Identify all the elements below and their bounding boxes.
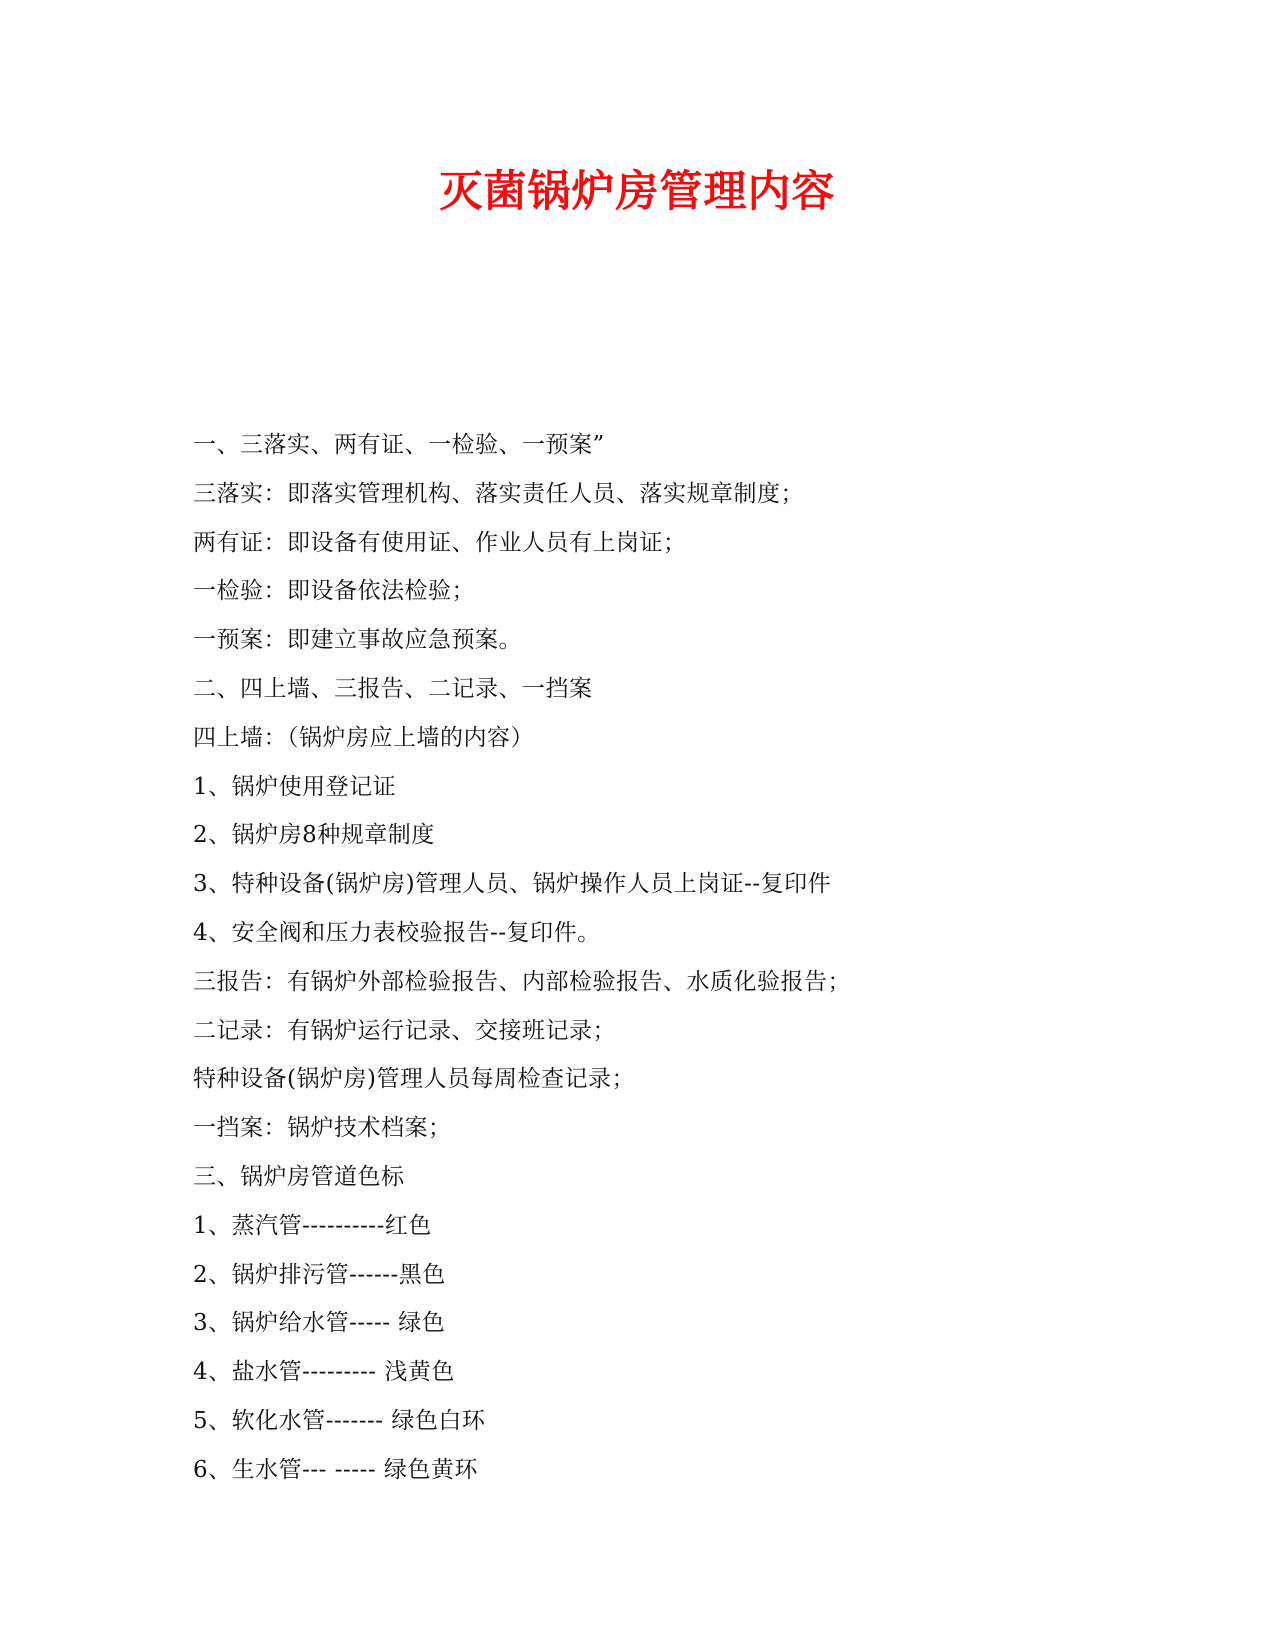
body-line: 两有证：即设备有使用证、作业人员有上岗证； [193,529,687,556]
body-line: 二记录：有锅炉运行记录、交接班记录； [193,1017,616,1044]
heading-section-2: 二、四上墙、三报告、二记录、一挡案 [193,675,593,702]
list-item: 3、锅炉给水管----- 绿色 [193,1310,446,1337]
list-item: 4、安全阀和压力表校验报告--复印件。 [193,919,601,946]
list-item: 1、蒸汽管----------红色 [193,1212,432,1239]
list-item: 2、锅炉房8种规章制度 [193,822,435,849]
list-item: 1、锅炉使用登记证 [193,773,397,800]
document-body [193,421,1093,1495]
list-item: 6、生水管--- ----- 绿色黄环 [193,1456,478,1483]
body-line: 四上墙：（锅炉房应上墙的内容） [193,724,534,751]
list-item: 3、特种设备(锅炉房)管理人员、锅炉操作人员上岗证--复印件 [193,871,832,898]
heading-section-1: 一、三落实、两有证、一检验、一预案” [193,432,605,458]
body-line: 一挡案：锅炉技术档案； [193,1115,452,1142]
body-line: 特种设备(锅炉房)管理人员每周检查记录； [193,1066,635,1093]
body-line: 三落实：即落实管理机构、落实责任人员、落实规章制度； [193,480,804,507]
body-line: 三报告：有锅炉外部检验报告、内部检验报告、水质化验报告； [193,968,851,995]
list-item: 5、软化水管------- 绿色白环 [193,1407,486,1434]
heading-section-3: 三、锅炉房管道色标 [193,1163,405,1190]
document-title: 灭菌锅炉房管理内容 [439,167,836,217]
body-line: 一检验：即设备依法检验； [193,578,475,605]
list-item: 4、盐水管--------- 浅黄色 [193,1359,455,1386]
body-line: 一预案：即建立事故应急预案。 [193,627,522,654]
list-item: 2、锅炉排污管------黑色 [193,1261,446,1288]
